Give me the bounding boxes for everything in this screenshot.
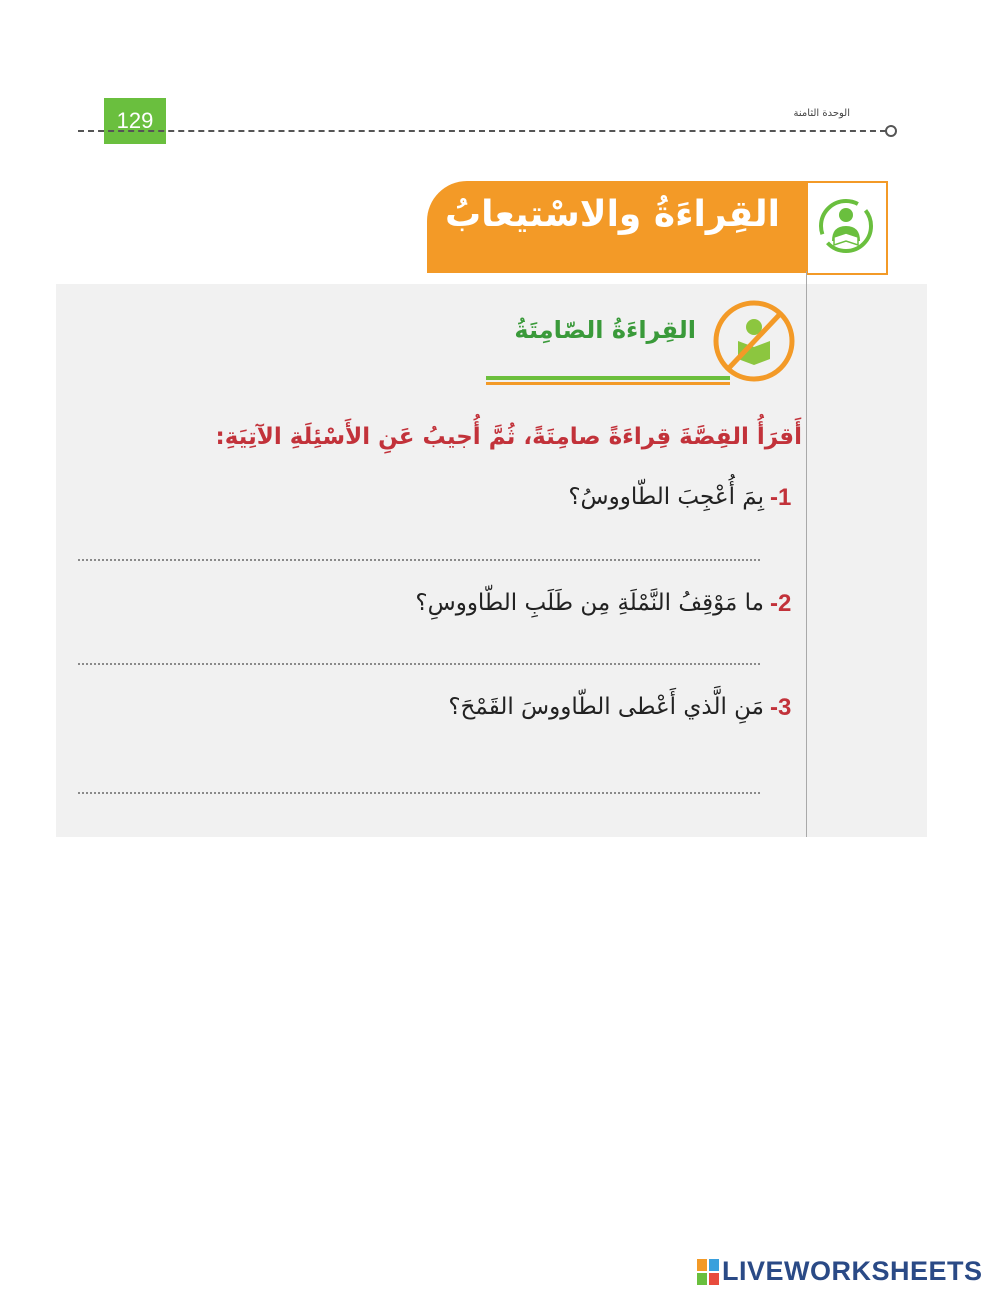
liveworksheets-logo[interactable] — [697, 1256, 983, 1287]
question-3-text: مَنِ الَّذي أَعْطى الطّاووسَ القَمْحَ؟ — [448, 694, 764, 720]
logo-text: LIVEWORKSHEETS — [722, 1256, 983, 1286]
liveworksheets-logo-icon — [697, 1259, 719, 1285]
answer-1-input[interactable] — [78, 559, 760, 561]
header-line-end-dot — [885, 125, 897, 137]
question-1-text: بِمَ أُعْجِبَ الطّاووسُ؟ — [568, 484, 764, 510]
title-underline-green — [486, 376, 730, 380]
answer-3-input[interactable] — [78, 792, 760, 794]
silent-reading-title: القِراءَةُ الصّامِتَةُ — [514, 316, 696, 344]
reader-icon — [815, 193, 877, 263]
answer-2-input[interactable] — [78, 663, 760, 665]
unit-label: الوحدة الثامنة — [793, 108, 850, 119]
panel-divider — [806, 271, 807, 837]
header-dashed-line — [78, 130, 886, 132]
question-2-number: -2 — [770, 590, 792, 617]
question-3-number: -3 — [770, 694, 792, 721]
section-title: القِراءَةُ والاسْتيعابُ — [444, 194, 780, 235]
instruction-text: أَقرَأُ القِصَّةَ قِراءَةً صامِتَةً، ثُمَّ أُجيبُ عَنِ الأَسْئِلَةِ الآتِيَةِ: — [215, 424, 802, 450]
question-2-text: ما مَوْقِفُ النَّمْلَةِ مِن طَلَبِ الطّاووسِ؟ — [415, 590, 764, 616]
question-1-number: -1 — [770, 484, 792, 511]
page-number: 129 — [104, 98, 166, 144]
title-underline-orange — [486, 382, 730, 385]
